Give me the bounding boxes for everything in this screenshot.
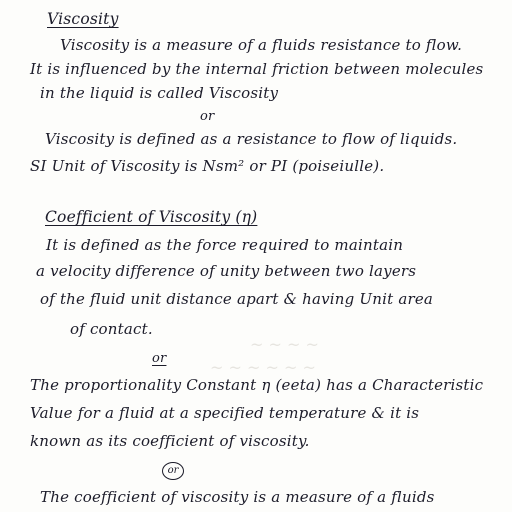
show-through-mark: ~ ~ ~ ~ ~ ~ bbox=[210, 358, 316, 377]
coefficient-line-4: of contact. bbox=[70, 320, 153, 338]
circled-or-separator: or bbox=[162, 462, 184, 480]
alt-definition-line: Viscosity is defined as a resistance to flow of liquids. bbox=[45, 130, 458, 148]
coefficient-line-1: It is defined as the force required to maintain bbox=[46, 236, 404, 254]
heading-viscosity: Viscosity bbox=[47, 10, 119, 28]
proportionality-line-3: known as its coefficient of viscosity. bbox=[30, 432, 310, 450]
show-through-mark: ~ ~ ~ ~ bbox=[250, 335, 319, 354]
or-separator: or bbox=[152, 351, 167, 366]
or-separator: or bbox=[200, 109, 215, 124]
intro-line-1: Viscosity is a measure of a fluids resistance to flow. bbox=[60, 36, 463, 54]
proportionality-line-1: The proportionality Constant η (eeta) has a Characteristic bbox=[30, 376, 484, 394]
coefficient-line-2: a velocity difference of unity between two layers bbox=[36, 262, 417, 280]
coefficient-line-3: of the fluid unit distance apart & having Unit area bbox=[40, 290, 434, 308]
heading-coefficient: Coefficient of Viscosity (η) bbox=[45, 208, 258, 226]
proportionality-line-2: Value for a fluid at a specified temperature & it is bbox=[30, 404, 420, 422]
si-unit-line: SI Unit of Viscosity is Nsm² or PI (poiseiulle). bbox=[30, 157, 385, 175]
last-line: The coefficient of viscosity is a measure of a fluids bbox=[40, 488, 435, 506]
intro-line-2: It is influenced by the internal friction between molecules bbox=[30, 60, 484, 78]
intro-line-3: in the liquid is called Viscosity bbox=[40, 84, 279, 102]
